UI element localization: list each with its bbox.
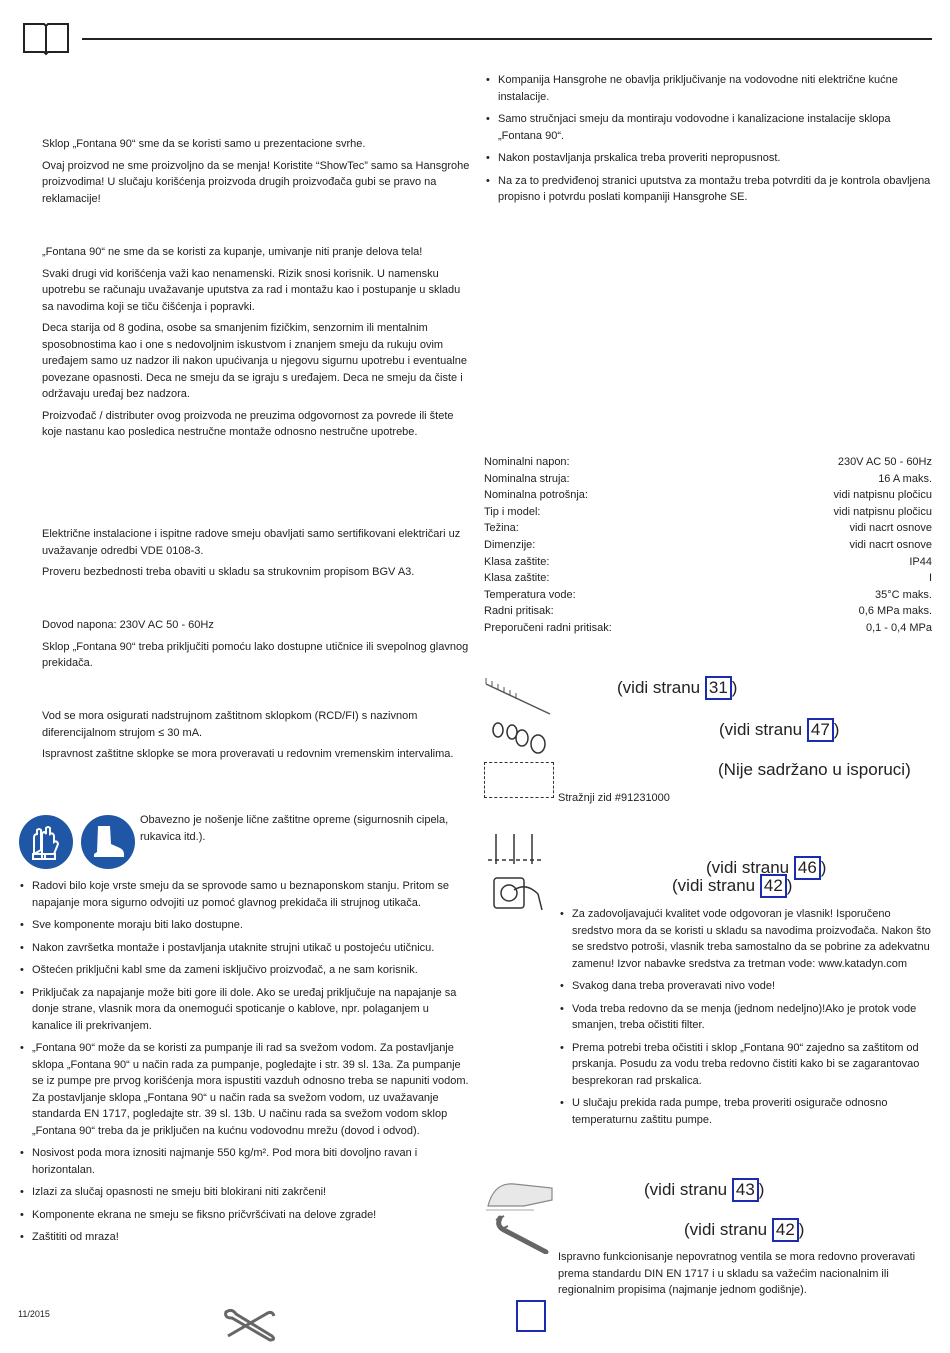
page-ref-31[interactable] bbox=[617, 676, 737, 700]
spec-row bbox=[484, 587, 932, 604]
back-wall-outline bbox=[484, 762, 554, 798]
paragraph: Električne instalacione i ispitne radove smeju obavljati samo sertifikovani električari uz uvažavanje odredbi VDE 0108-3. bbox=[42, 528, 461, 557]
spec-value: 230V AC 50 - 60Hz bbox=[837, 456, 932, 468]
list-item: • U slučaju prekida rada pumpe, treba proveriti osigurače odnosno temperaturnu zaštitu pumpe. bbox=[560, 1095, 932, 1128]
ref-prefix: (vidi stranu bbox=[617, 678, 705, 697]
spec-row bbox=[484, 570, 932, 587]
list-item: • Radovi bilo koje vrste smeju da se sprovode samo u beznaponskom stanju. Pritom se napajanje mora sigurno odvojiti uz pomoć glavnog prekidača ili strujnog utikača. bbox=[20, 878, 470, 911]
page-number-box[interactable]: 42 bbox=[772, 1218, 799, 1242]
ref-prefix: (vidi stranu bbox=[684, 1220, 772, 1239]
spec-value: vidi nacrt osnove bbox=[849, 538, 932, 551]
paragraph: Proveru bezbednosti treba obaviti u skladu sa strukovnim propisom BGV A3. bbox=[42, 566, 415, 578]
spec-row bbox=[484, 487, 932, 504]
spec-value: vidi nacrt osnove bbox=[849, 522, 932, 535]
section-electricians bbox=[42, 526, 470, 586]
spec-value: IP44 bbox=[909, 555, 932, 568]
check-valve-note: Ispravno funkcionisanje nepovratnog ventila se mora redovno proveravati prema standardu DIN EN 1717 i u skladu sa važećim nacionalnim ili regionalnim propisima (najmanje jednom godišnje). bbox=[558, 1251, 916, 1296]
not-included-note: (Nije sadržano u isporuci) bbox=[718, 760, 911, 779]
spec-value: vidi natpisnu pločicu bbox=[833, 489, 932, 502]
ref-suffix: ) bbox=[758, 1180, 765, 1199]
safety-boots-icon bbox=[80, 814, 136, 870]
spec-row bbox=[484, 471, 932, 488]
fittings-icon bbox=[490, 718, 550, 758]
section-presentation bbox=[42, 136, 470, 212]
page-number-box[interactable]: 31 bbox=[705, 676, 732, 700]
back-wall-label: Stražnji zid #91231000 bbox=[558, 792, 670, 804]
spec-value: 16 A maks. bbox=[878, 472, 932, 485]
list-item: • „Fontana 90“ može da se koristi za pumpanje ili rad sa svežom vodom. Za postavljanje sklopa „Fontana 90“ u način rada za pumpanje, pogledajte i str. 39 sl. 13a. Za pumpanje se iz pumpe pre prvog korišćenja mora ispustiti vazduh odnosno treba se napuniti vodom. Za postavljanje sklopa „Fontana 90“ u način rada sa svežom vodom, uz uvažavanje standarda EN 1717, pogledajte str. 39 sl. 13b. U načinu rada sa svežom vodom sklop „Fontana 90“ treba da je priključen na kućnu vodovodnu mrežu (dovod i odvod). bbox=[20, 1040, 470, 1139]
spec-label: Klasa zaštite: bbox=[484, 572, 550, 585]
spec-row bbox=[484, 504, 932, 521]
spec-label: Klasa zaštite: bbox=[484, 555, 550, 568]
page-number-box[interactable]: 42 bbox=[760, 874, 787, 898]
footer-date: 11/2015 bbox=[18, 1309, 50, 1319]
list-item: • Izlazi za slučaj opasnosti ne smeju biti blokirani niti zakrčeni! bbox=[20, 1184, 470, 1201]
spec-value: 0,1 - 0,4 MPa bbox=[865, 621, 932, 634]
list-item: • Priključak za napajanje može biti gore ili dole. Ako se uređaj priključuje na napajanje sa donje strane, vlasnik mora da onemogući spoticanje o kablove, npr. polaganjem u kanalice ili prekrivanjem. bbox=[20, 985, 470, 1035]
paragraph: Sklop „Fontana 90“ treba priključiti pomoću lako dostupne utičnice ili svepolnog glavnog prekidača. bbox=[42, 640, 469, 669]
cleaning-hand-icon bbox=[484, 1176, 556, 1214]
hand-socket-icon bbox=[492, 870, 544, 914]
paragraph: Ispravnost zaštitne sklopke se mora proveravati u redovnim vremenskim intervalima. bbox=[42, 748, 454, 760]
paragraph: Proizvođač / distributer ovog proizvoda ne preuzima odgovornost za povrede ili štete koje nastanu kao posledica nestručne montaže odnosno nestručne upotrebe. bbox=[42, 409, 454, 438]
list-item: • Samo stručnjaci smeju da montiraju vodovodne i kanalizacione instalacije sklopa „Fontana 90“. bbox=[486, 111, 934, 144]
page-ref-43[interactable] bbox=[644, 1178, 764, 1202]
list-item: • Prema potrebi treba očistiti i sklop „Fontana 90“ zajedno sa zaštitom od prskanja. Posudu za vodu treba redovno čistiti kako bi se zagarantovao besprekoran rad prskalica. bbox=[560, 1040, 932, 1090]
page-number-box[interactable]: 46 bbox=[794, 856, 821, 880]
spec-value: I bbox=[928, 572, 932, 585]
page-number-box[interactable]: 47 bbox=[807, 718, 834, 742]
page-ref-42[interactable] bbox=[672, 874, 792, 898]
spec-label: Radni pritisak: bbox=[484, 605, 554, 618]
list-item: • Zaštititi od mraza! bbox=[20, 1229, 470, 1246]
page-ref-47[interactable] bbox=[719, 718, 839, 742]
list-item: • Nakon završetka montaže i postavljanja utaknite strujni utikač u postojeću utičnicu. bbox=[20, 940, 470, 957]
ref-suffix: ) bbox=[798, 1220, 805, 1239]
wrench-icon bbox=[494, 1214, 554, 1254]
spec-value: 35°C maks. bbox=[875, 588, 932, 601]
spec-value: 0,6 MPa maks. bbox=[858, 605, 932, 618]
spec-label: Tip i model: bbox=[484, 505, 541, 518]
list-item: • Sve komponente moraju biti lako dostupne. bbox=[20, 917, 470, 934]
paragraph: Deca starija od 8 godina, osobe sa smanjenim fizičkim, senzornim ili mentalnim sposobnostima kao i one s nedovoljnim iskustvom i znanjem smeju da rukuju ovim uređajem samo uz nadzor ili nakon upućivanja u njegovu sigurnu upotrebu i eventualne povezane opasnosti. Deca ne smeju da se igraju s uređajem. Deca ne smeju da čiste i održavaju uređaj bez nadzora. bbox=[42, 322, 467, 400]
spec-value: vidi natpisnu pločicu bbox=[833, 505, 932, 518]
list-item: • Voda treba redovno da se menja (jednom nedeljno)!Ako je protok vode smanjen, treba očistiti filter. bbox=[560, 1001, 932, 1034]
tools-icon bbox=[222, 1306, 278, 1344]
gloves-icon bbox=[18, 814, 74, 870]
spec-row bbox=[484, 454, 932, 471]
list-item: • Kompanija Hansgrohe ne obavlja priključivanje na vodovodne niti električne kućne instalacije. bbox=[486, 72, 934, 105]
water-quality-bullet-list bbox=[560, 906, 932, 1134]
header-rule bbox=[82, 38, 932, 40]
ruler-icon bbox=[484, 676, 554, 716]
paragraph: Vod se mora osigurati nadstrujnom zaštitnom sklopkom (RCD/FI) s nazivnom diferencijalnom strujom ≤ 30 mA. bbox=[42, 710, 418, 739]
ppe-note: Obavezno je nošenje lične zaštitne opreme (sigurnosnih cipela, rukavica itd.). bbox=[140, 814, 449, 843]
ref-suffix: ) bbox=[731, 678, 738, 697]
spec-row bbox=[484, 554, 932, 571]
page-ref-42b[interactable] bbox=[684, 1218, 804, 1242]
electrical-terminals-icon bbox=[484, 832, 548, 866]
list-item: • Za zadovoljavajući kvalitet vode odgovoran je vlasnik! Isporučeno sredstvo mora da se koristi u skladu sa navodima proizvođača. Nakon što se sredstvo potroši, vlasnik treba samostalno da se pobrine za adekvatnu zamenu! Izvor nabavke sredstva za tretman vode: www.katadyn.com bbox=[560, 906, 932, 972]
ref-prefix: (vidi stranu bbox=[706, 858, 794, 877]
section-rcd bbox=[42, 708, 470, 768]
spec-row bbox=[484, 603, 932, 620]
spec-row bbox=[484, 620, 932, 637]
empty-box[interactable] bbox=[516, 1300, 546, 1332]
section-intended-use bbox=[42, 244, 470, 446]
spec-label: Nominalna struja: bbox=[484, 472, 570, 485]
spec-label: Težina: bbox=[484, 522, 519, 535]
installation-bullet-list bbox=[486, 72, 934, 212]
ref-prefix: (vidi stranu bbox=[672, 876, 760, 895]
ref-suffix: ) bbox=[820, 858, 827, 877]
spec-row bbox=[484, 537, 932, 554]
spec-row bbox=[484, 520, 932, 537]
spec-label: Dimenzije: bbox=[484, 538, 536, 551]
ref-suffix: ) bbox=[833, 720, 840, 739]
paragraph: Svaki drugi vid korišćenja važi kao nenamenski. Rizik snosi korisnik. U namensku upotrebu se računaju uvažavanje uputstva za rad i montažu kao i postupanje u skladu sa navodima koji se tiču čišćenja i popravki. bbox=[42, 267, 461, 313]
page-number-box[interactable]: 43 bbox=[732, 1178, 759, 1202]
list-item: • Na za to predviđenoj stranici uputstva za montažu treba potvrditi da je kontrola obavljena propisno i potvrdu poslati kompaniji Hansgrohe SE. bbox=[486, 173, 934, 206]
spec-label: Temperatura vode: bbox=[484, 588, 576, 601]
spec-label: Nominalna potrošnja: bbox=[484, 489, 588, 502]
manual-book-icon bbox=[22, 20, 70, 56]
list-item: • Oštećen priključni kabl sme da zameni isključivo proizvođač, a ne sam korisnik. bbox=[20, 962, 470, 979]
spec-table bbox=[484, 454, 932, 637]
paragraph: Sklop „Fontana 90“ sme da se koristi samo u prezentacione svrhe. bbox=[42, 138, 366, 150]
list-item: • Komponente ekrana ne smeju se fiksno pričvršćivati na delove zgrade! bbox=[20, 1207, 470, 1224]
paragraph: Ovaj proizvod ne sme proizvoljno da se menja! Koristite “ShowTec” samo sa Hansgrohe proizvodima! U slučaju korišćenja proizvoda drugih proizvođača gubi se pravo na reklamacije! bbox=[42, 159, 470, 205]
section-power-supply bbox=[42, 617, 470, 677]
list-item: • Svakog dana treba proveravati nivo vode! bbox=[560, 978, 932, 995]
ref-suffix: ) bbox=[786, 876, 793, 895]
ref-prefix: (vidi stranu bbox=[644, 1180, 732, 1199]
list-item: • Nakon postavljanja prskalica treba proveriti nepropusnost. bbox=[486, 150, 934, 167]
paragraph: „Fontana 90“ ne sme da se koristi za kupanje, umivanje niti pranje delova tela! bbox=[42, 246, 423, 258]
ref-prefix: (vidi stranu bbox=[719, 720, 807, 739]
paragraph: Dovod napona: 230V AC 50 - 60Hz bbox=[42, 619, 214, 631]
spec-label: Preporučeni radni pritisak: bbox=[484, 621, 612, 634]
spec-label: Nominalni napon: bbox=[484, 456, 570, 468]
list-item: • Nosivost poda mora iznositi najmanje 550 kg/m². Pod mora biti dovoljno ravan i horizontalan. bbox=[20, 1145, 470, 1178]
safety-bullet-list bbox=[20, 878, 470, 1252]
